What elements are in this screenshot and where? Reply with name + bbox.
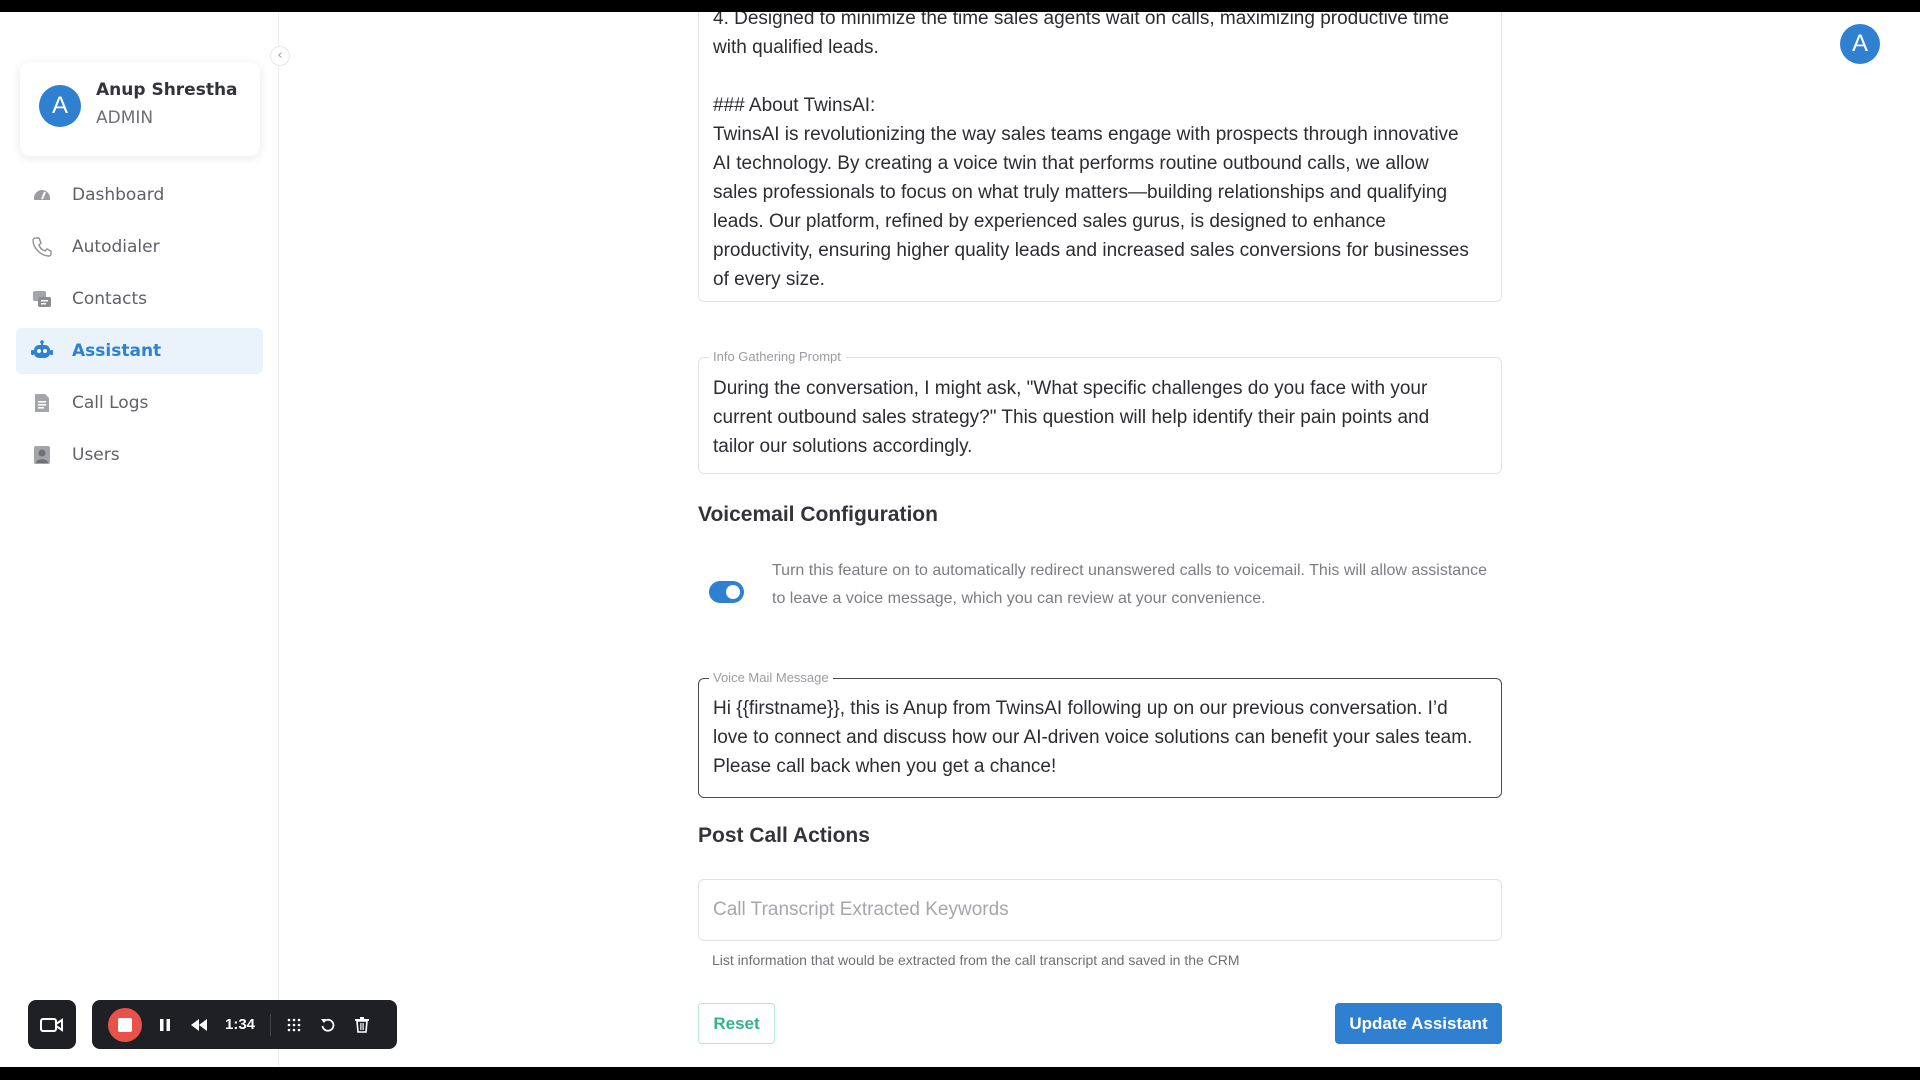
avatar: A [39,85,81,127]
info-gathering-label: Info Gathering Prompt [709,349,845,364]
reset-button[interactable]: Reset [698,1003,775,1044]
screen-bottom-bar [0,1067,1920,1080]
camera-icon [40,1016,64,1034]
delete-button[interactable] [345,1008,379,1042]
sidebar-item-call-logs[interactable] [16,380,263,426]
voicemail-section-title: Voicemail Configuration [698,503,938,526]
rewind-button[interactable] [182,1008,216,1042]
voicemail-description: Turn this feature on to automatically redirect unanswered calls to voicemail. This will allow assistance to leave a voice message, which you can review at your convenience. [772,562,1487,607]
stop-icon [118,1018,132,1032]
trash-icon [354,1016,370,1033]
info-gathering-textarea[interactable] [698,349,1502,474]
sidebar-item-label: Dashboard [72,185,165,205]
profile-avatar[interactable]: A [1840,24,1880,64]
voicemail-message-textarea[interactable] [698,670,1502,798]
voicemail-message-label: Voice Mail Message [709,670,833,685]
sidebar-item-label: Call Logs [72,393,149,413]
keywords-helper-text: List information that would be extracted from the call transcript and saved in the CRM [712,952,1240,968]
app-screen [0,12,1920,1067]
sidebar-nav [16,172,263,484]
sidebar-item-label: Assistant [72,341,162,361]
sidebar-item-assistant[interactable] [16,328,263,374]
document-icon [30,391,54,415]
update-assistant-button[interactable]: Update Assistant [1335,1003,1502,1044]
robot-icon [30,339,54,363]
screen-top-bar [0,0,1920,12]
user-icon [30,443,54,467]
toolbar-divider [270,1014,271,1036]
voicemail-message-text: Hi {{firstname}}, this is Anup from TwinsAI following up on our previous conversation. I’d love to connect and discuss how our AI-driven voice solutions can benefit your sales team. Please call back when you get a chance! [713,698,1473,777]
user-role: ADMIN [96,108,154,128]
grid-button[interactable] [277,1008,311,1042]
sidebar-item-autodialer[interactable] [16,224,263,270]
phone-icon [30,235,54,259]
keywords-input[interactable] [698,879,1502,941]
chevron-left-icon[interactable]: ‹ [270,46,290,66]
sidebar-item-dashboard[interactable] [16,172,263,218]
restart-icon [320,1017,336,1033]
sidebar-item-label: Contacts [72,289,147,309]
pause-icon [159,1018,171,1032]
recording-toolbar [92,1000,397,1049]
toggle-knob [726,585,740,599]
user-card[interactable] [20,62,260,156]
grid-icon [286,1017,302,1033]
about-text: 4. Designed to minimize the time sales agents wait on calls, maximizing productive time with qualified leads. ### About TwinsAI: TwinsAI is revolutionizing the way sales teams engage with prospects through innovative AI technology. By creating a voice twin that performs routine outbound calls, we allow sales professionals to focus on what truly matters—building relationships and qualifying leads. Our platform, refined by experienced sales gurus, is designed to enhance productivity, ensuring higher quality leads and increased sales conversions for businesses of every size. [713,12,1469,290]
sidebar-item-label: Users [72,445,120,465]
sidebar-item-label: Autodialer [72,237,160,257]
info-gathering-text: During the conversation, I might ask, "What specific challenges do you face with your current outbound sales strategy?" This question will help identify their pain points and tailor our solutions accordingly. [713,378,1430,457]
user-name: Anup Shrestha [96,80,238,100]
rewind-icon [190,1018,208,1032]
dashboard-icon [30,183,54,207]
stop-recording-button[interactable] [108,1008,142,1042]
voicemail-toggle[interactable] [709,581,744,603]
pause-button[interactable] [148,1008,182,1042]
sidebar-item-users[interactable] [16,432,263,478]
assistant-form [676,12,1526,1067]
camera-button[interactable] [28,1000,76,1049]
restart-button[interactable] [311,1008,345,1042]
sidebar-item-contacts[interactable] [16,276,263,322]
sidebar [0,12,279,1067]
recording-time: 1:34 [224,1016,256,1033]
about-textarea[interactable] [698,12,1502,302]
contacts-icon [30,287,54,311]
post-call-section-title: Post Call Actions [698,824,870,847]
